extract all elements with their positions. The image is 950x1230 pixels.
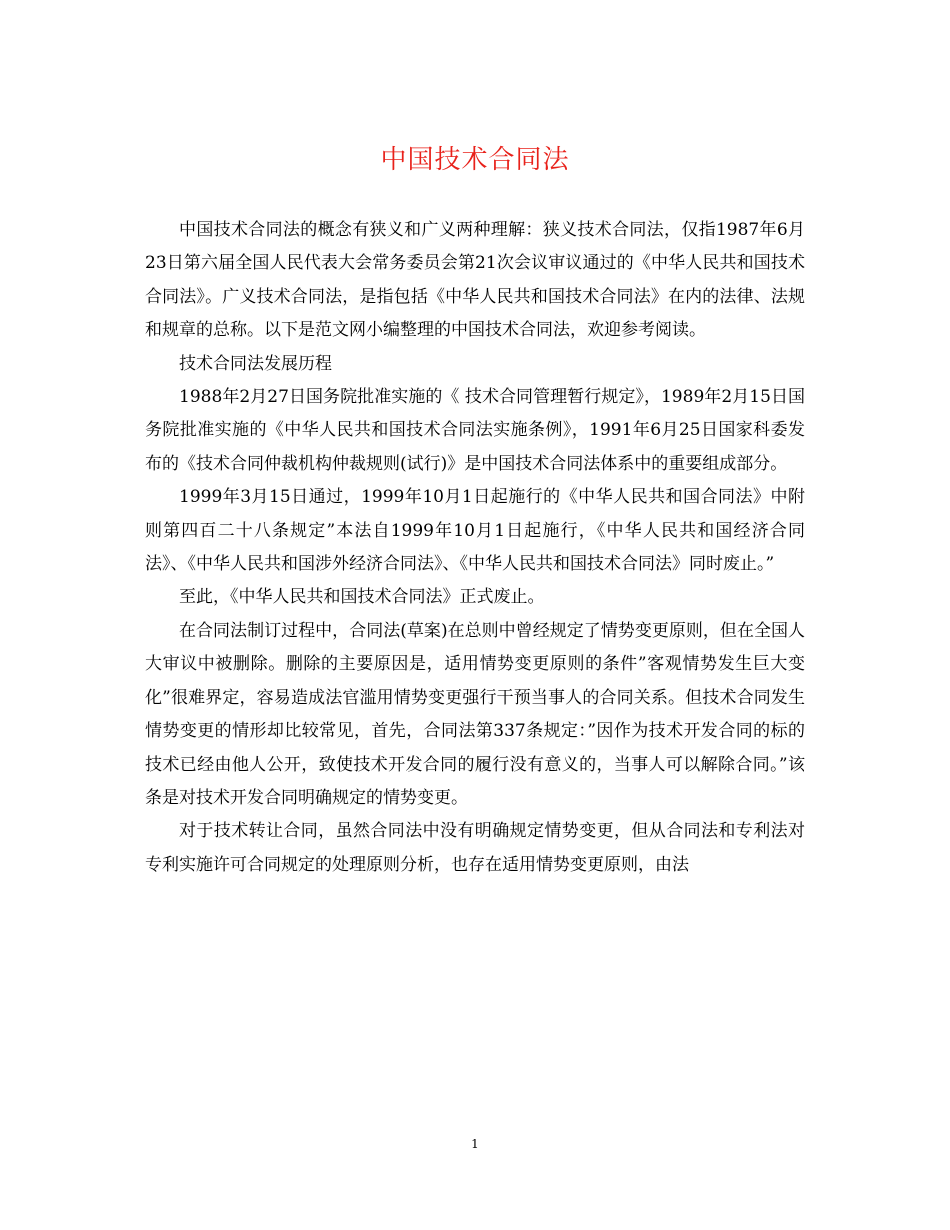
paragraph-change-principle: 在合同法制订过程中，合同法(草案)在总则中曾经规定了情势变更原则，但在全国人大审议中被删除。删除的主要原因是，适用情势变更原则的条件”客观情势发生巨大变化”很难界定，容易造成法官滥用情势变更强行干预当事人的合同关系。但技术合同发生情势变更的情形却比较常见，首先，合同法第337条规定：”因作为技术开发合同的标的技术已经由他人公开，致使技术开发合同的履行没有意义的，当事人可以解除合同。”该条是对技术开发合同明确规定的情势变更。	[145, 620, 805, 808]
document-title: 中国技术合同法	[380, 145, 570, 175]
paragraph-intro: 中国技术合同法的概念有狭义和广义两种理解：狭义技术合同法，仅指1987年6月23日第六届全国人民代表大会常务委员会第21次会议审议通过的《中华人民共和国技术合同法》。广义技术合同法，是指包括《中华人民共和国技术合同法》在内的法律、法规和规章的总称。以下是范文网小编整理的中国技术合同法，欢迎参考阅读。	[145, 220, 805, 341]
page-number: 1	[471, 1137, 479, 1151]
paragraph-history-1988: 1988年2月27日国务院批准实施的《 技术合同管理暂行规定》，1989年2月15日国务院批准实施的《中华人民共和国技术合同法实施条例》，1991年6月25日国家科委发布的《技术合同仲裁机构仲裁规则(试行)》是中国技术合同法体系中的重要组成部分。	[145, 387, 805, 474]
paragraph-section-heading: 技术合同法发展历程	[179, 353, 332, 374]
paragraph-transfer-contract: 对于技术转让合同，虽然合同法中没有明确规定情势变更，但从合同法和专利法对专利实施许可合同规定的处理原则分析，也存在适用情势变更原则，由法	[145, 821, 805, 875]
paragraph-abolished: 至此，《中华人民共和国技术合同法》正式废止。	[179, 587, 545, 608]
paragraph-history-1999: 1999年3月15日通过，1999年10月1日起施行的《中华人民共和国合同法》中附则第四百二十八条规定”本法自1999年10月1日起施行，《中华人民共和国经济合同法》、《中华人民共和国涉外经济合同法》、《中华人民共和国技术合同法》同时废止。”	[145, 487, 805, 575]
document-body	[145, 214, 805, 882]
